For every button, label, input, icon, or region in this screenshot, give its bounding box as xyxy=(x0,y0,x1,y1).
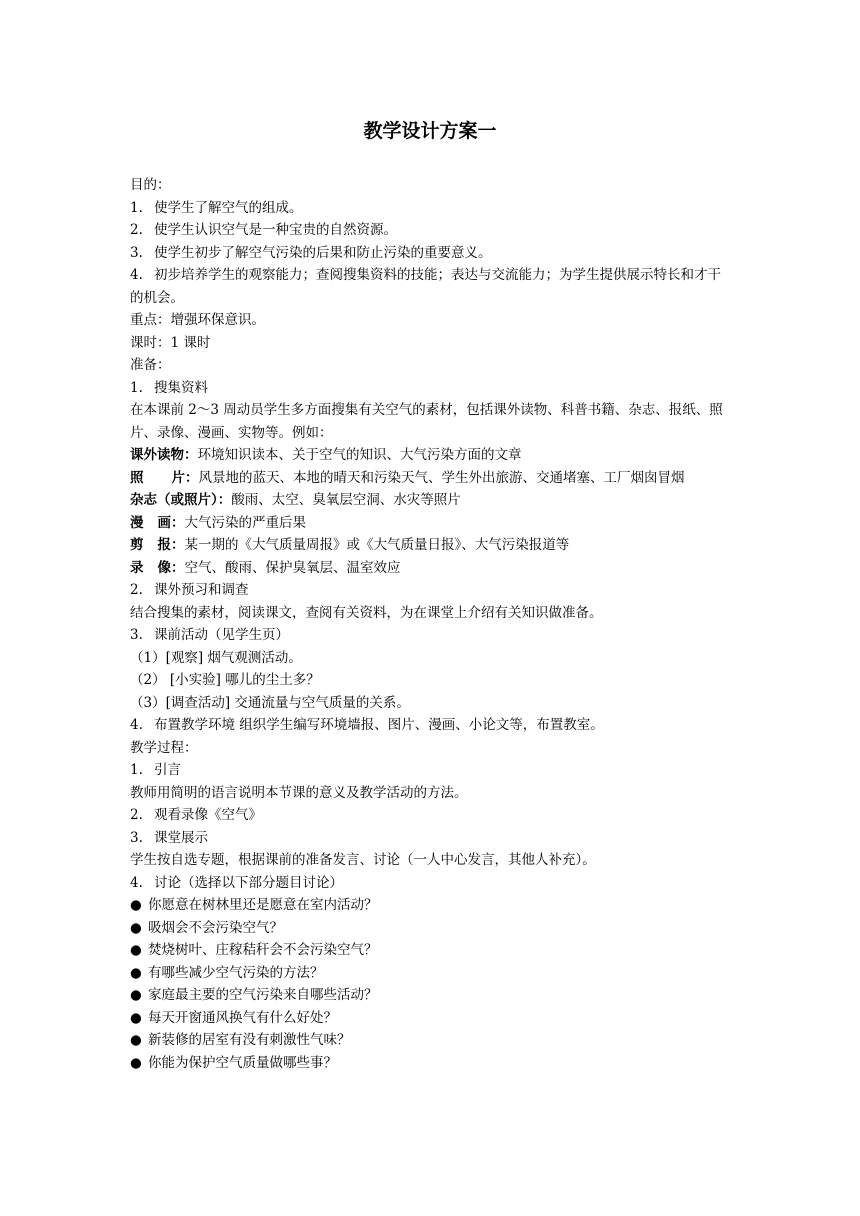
bullet-icon: ● xyxy=(130,1009,142,1026)
goal-item-1 xyxy=(130,197,732,220)
material-magazine xyxy=(130,489,732,512)
question-item xyxy=(130,984,732,1007)
process-heading: 教学过程： xyxy=(130,739,198,756)
step-num: 3. xyxy=(130,829,143,846)
prep-step-4 xyxy=(130,714,732,737)
step-text: 观看录像《空气》 xyxy=(154,807,262,823)
document-body xyxy=(130,174,732,1074)
process-step-3 xyxy=(130,827,732,850)
goal-item-4 xyxy=(130,264,732,309)
material-text: 风景地的蓝天、本地的晴天和污染天气、学生外出旅游、交通堵塞、工厂烟囱冒烟 xyxy=(198,469,685,486)
material-text: 环境知识读本、关于空气的知识、大气污染方面的文章 xyxy=(197,447,522,463)
question-text: 你能为保护空气质量做哪些事？ xyxy=(148,1054,337,1071)
bullet-icon: ● xyxy=(130,919,142,936)
goal-num: 3. xyxy=(130,244,143,261)
step-num: 4. xyxy=(130,717,143,733)
material-text: 空气、酸雨、保护臭氧层、温室效应 xyxy=(184,559,401,576)
prep-step-3 xyxy=(130,624,732,647)
activity-item: （3）[调查活动] 交通流量与空气质量的关系。 xyxy=(130,694,410,711)
bullet-icon: ● xyxy=(130,1032,142,1048)
step-num: 3. xyxy=(130,627,143,643)
process-step-1-body: 教师用简明的语言说明本节课的意义及教学活动的方法。 xyxy=(130,784,468,801)
material-photo xyxy=(130,467,732,490)
step-num: 4. xyxy=(130,874,143,891)
bullet-icon: ● xyxy=(130,1054,142,1071)
question-item xyxy=(130,894,732,917)
step-num: 1. xyxy=(130,762,143,778)
process-step-3-body: 学生按自选专题，根据课前的准备发言、讨论（一人中心发言，其他人补充）。 xyxy=(130,852,596,868)
question-text: 家庭最主要的空气污染来自哪些活动？ xyxy=(148,987,378,1003)
material-clipping xyxy=(130,534,732,557)
goal-num: 1. xyxy=(130,199,143,216)
question-text: 吸烟会不会污染空气？ xyxy=(148,919,283,936)
process-step-4 xyxy=(130,872,732,895)
material-label: 片： xyxy=(171,469,199,486)
step-text: 讨论（选择以下部分题目讨论） xyxy=(154,874,343,891)
material-video xyxy=(130,557,732,580)
step-num: 1. xyxy=(130,379,143,396)
hours-line: 课时：1 课时 xyxy=(130,334,211,351)
focus-line: 重点：增强环保意识。 xyxy=(130,312,265,328)
prep-step-2-body: 结合搜集的素材，阅读课文，查阅有关资料，为在课堂上介绍有关知识做准备。 xyxy=(130,604,603,621)
step-text: 课前活动（见学生页） xyxy=(154,627,289,643)
prep-heading: 准备： xyxy=(130,357,171,373)
question-item xyxy=(130,962,732,985)
step-num: 2. xyxy=(130,807,143,823)
question-text: 焚烧树叶、庄稼秸秆会不会污染空气？ xyxy=(148,942,378,958)
goal-text: 使学生初步了解空气污染的后果和防止污染的重要意义。 xyxy=(154,244,492,261)
bullet-icon: ● xyxy=(130,897,142,913)
material-label: 像： xyxy=(157,559,185,576)
question-text: 有哪些减少空气污染的方法？ xyxy=(148,964,324,981)
goal-text: 初步培养学生的观察能力；查阅搜集资料的技能；表达与交流能力；为学生提供展示特长和才干的机会。 xyxy=(130,267,721,306)
material-text: 大气污染的严重后果 xyxy=(184,514,306,531)
question-text: 每天开窗通风换气有什么好处？ xyxy=(148,1009,337,1026)
bullet-icon: ● xyxy=(130,942,142,958)
document-title: 教学设计方案一 xyxy=(363,120,497,142)
material-label: 报： xyxy=(157,537,185,553)
material-label: 录 xyxy=(130,559,144,576)
question-text: 新装修的居室有没有刺激性气味？ xyxy=(148,1032,351,1048)
material-label: 杂志（或照片）： xyxy=(130,492,232,508)
goal-item-2 xyxy=(130,219,732,242)
step-text: 引言 xyxy=(154,762,181,778)
prep-step-1-body: 在本课前 2～3 周动员学生多方面搜集有关空气的素材，包括课外读物、科普书籍、杂志、报纸、照片、录像、漫画、实物等。例如： xyxy=(130,402,723,441)
question-item xyxy=(130,1007,732,1030)
material-label: 剪 xyxy=(130,537,144,553)
step-text: 布置教学环境 组织学生编写环境墙报、图片、漫画、小论文等，布置教室。 xyxy=(154,717,604,733)
material-label: 课外读物： xyxy=(130,447,198,463)
process-step-1 xyxy=(130,759,732,782)
process-step-2 xyxy=(130,804,732,827)
material-text: 酸雨、太空、臭氧层空洞、水灾等照片 xyxy=(231,492,461,508)
material-label: 照 xyxy=(130,469,144,486)
material-comic xyxy=(130,512,732,535)
activity-item: （2） [小实验] 哪儿的尘土多？ xyxy=(130,672,320,688)
bullet-icon: ● xyxy=(130,987,142,1003)
material-label: 画： xyxy=(157,514,185,531)
material-text: 某一期的《大气质量周报》或《大气质量日报》、大气污染报道等 xyxy=(184,537,570,553)
question-item xyxy=(130,1029,732,1052)
question-text: 你愿意在树林里还是愿意在室内活动？ xyxy=(148,897,378,913)
question-item xyxy=(130,917,732,940)
prep-step-1 xyxy=(130,377,732,400)
goal-text: 使学生了解空气的组成。 xyxy=(154,199,303,216)
material-label: 漫 xyxy=(130,514,144,531)
step-text: 课外预习和调查 xyxy=(154,582,249,598)
material-reading xyxy=(130,444,732,467)
question-item xyxy=(130,939,732,962)
goal-num: 4. xyxy=(130,267,143,283)
goals-heading: 目的： xyxy=(130,177,171,193)
goal-item-3 xyxy=(130,242,732,265)
step-num: 2. xyxy=(130,582,143,598)
question-item xyxy=(130,1052,732,1075)
step-text: 搜集资料 xyxy=(154,379,208,396)
step-text: 课堂展示 xyxy=(154,829,208,846)
activity-item: （1）[观察] 烟气观测活动。 xyxy=(130,649,302,666)
prep-step-2 xyxy=(130,579,732,602)
goal-num: 2. xyxy=(130,222,143,238)
bullet-icon: ● xyxy=(130,964,142,981)
goal-text: 使学生认识空气是一种宝贵的自然资源。 xyxy=(154,222,397,238)
